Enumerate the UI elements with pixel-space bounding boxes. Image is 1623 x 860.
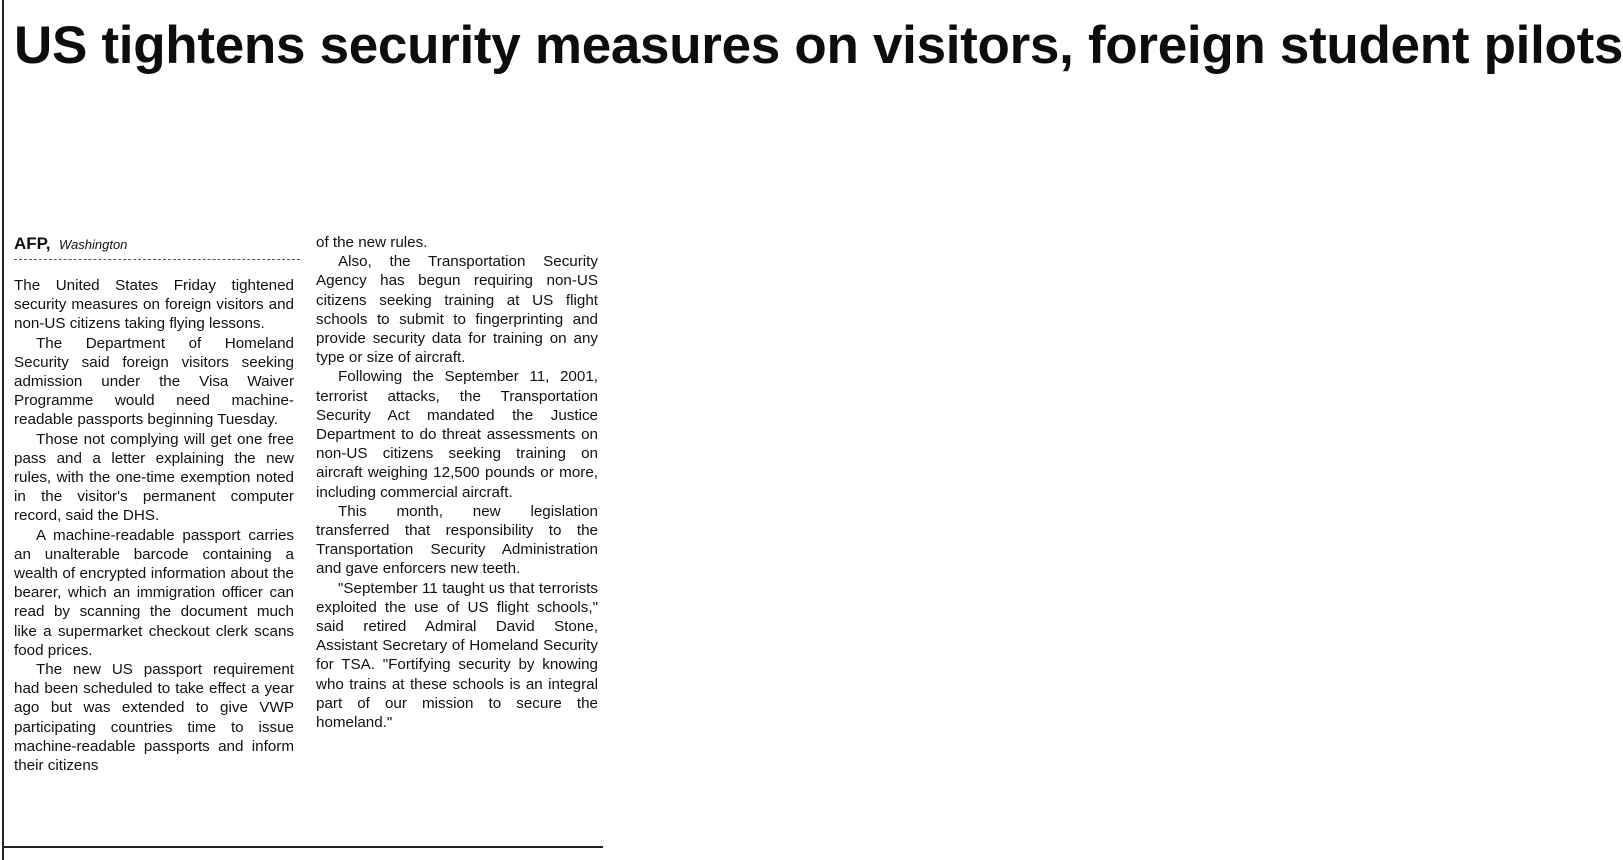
headline (14, 14, 1623, 77)
byline-place: Washington (59, 237, 128, 252)
paragraph: The new US passport requirement had been scheduled to take effect a year ago but was extended to give VWP participating countries time to issue machine-readable passports and inform their citizens (14, 661, 294, 775)
paragraph: "September 11 taught us that terrorists exploited the use of US flight schools," said retired Admiral David Stone, Assistant Secretary of Homeland Security for TSA. "Fortifying security by knowing who trains at these schools is an integral part of our mission to secure the homeland." (316, 579, 598, 732)
article-column-left (14, 276, 294, 775)
byline-agency: AFP, (14, 234, 51, 253)
article-column-right (316, 233, 598, 732)
byline-divider (14, 259, 300, 260)
byline (14, 234, 304, 256)
paragraph: The United States Friday tightened security measures on foreign visitors and non-US citizens taking flying lessons. (14, 277, 294, 333)
paragraph: A machine-readable passport carries an unalterable barcode containing a wealth of encrypted information about the bearer, which an immigration officer can read by scanning the document much like a supermarket checkout clerk scans food prices. (14, 526, 294, 659)
left-border-rule (2, 0, 4, 860)
paragraph: Those not complying will get one free pass and a letter explaining the new rules, with the one-time exemption noted in the visitor's permanent computer record, said the DHS. (14, 430, 294, 525)
bottom-border-rule (2, 846, 603, 848)
paragraph: Following the September 11, 2001, terrorist attacks, the Transportation Security Act mandated the Justice Department to do threat assessments on non-US citizens seeking training on aircraft weighing 12,500 pounds or more, including commercial aircraft. (316, 368, 598, 501)
headline-text: US tightens security measures on visitors, foreign student pilots (14, 16, 1623, 75)
paragraph: of the new rules. (316, 234, 428, 251)
paragraph: This month, new legislation transferred that responsibility to the Transportation Security Administration and gave enforcers new teeth. (316, 502, 598, 578)
paragraph: Also, the Transportation Security Agency has begun requiring non-US citizens seeking training at US flight schools to submit to fingerprinting and provide security data for training on any type or size of aircraft. (316, 253, 598, 367)
paragraph: The Department of Homeland Security said foreign visitors seeking admission under the Visa Waiver Programme would need machine-readable passports beginning Tuesday. (14, 334, 294, 429)
